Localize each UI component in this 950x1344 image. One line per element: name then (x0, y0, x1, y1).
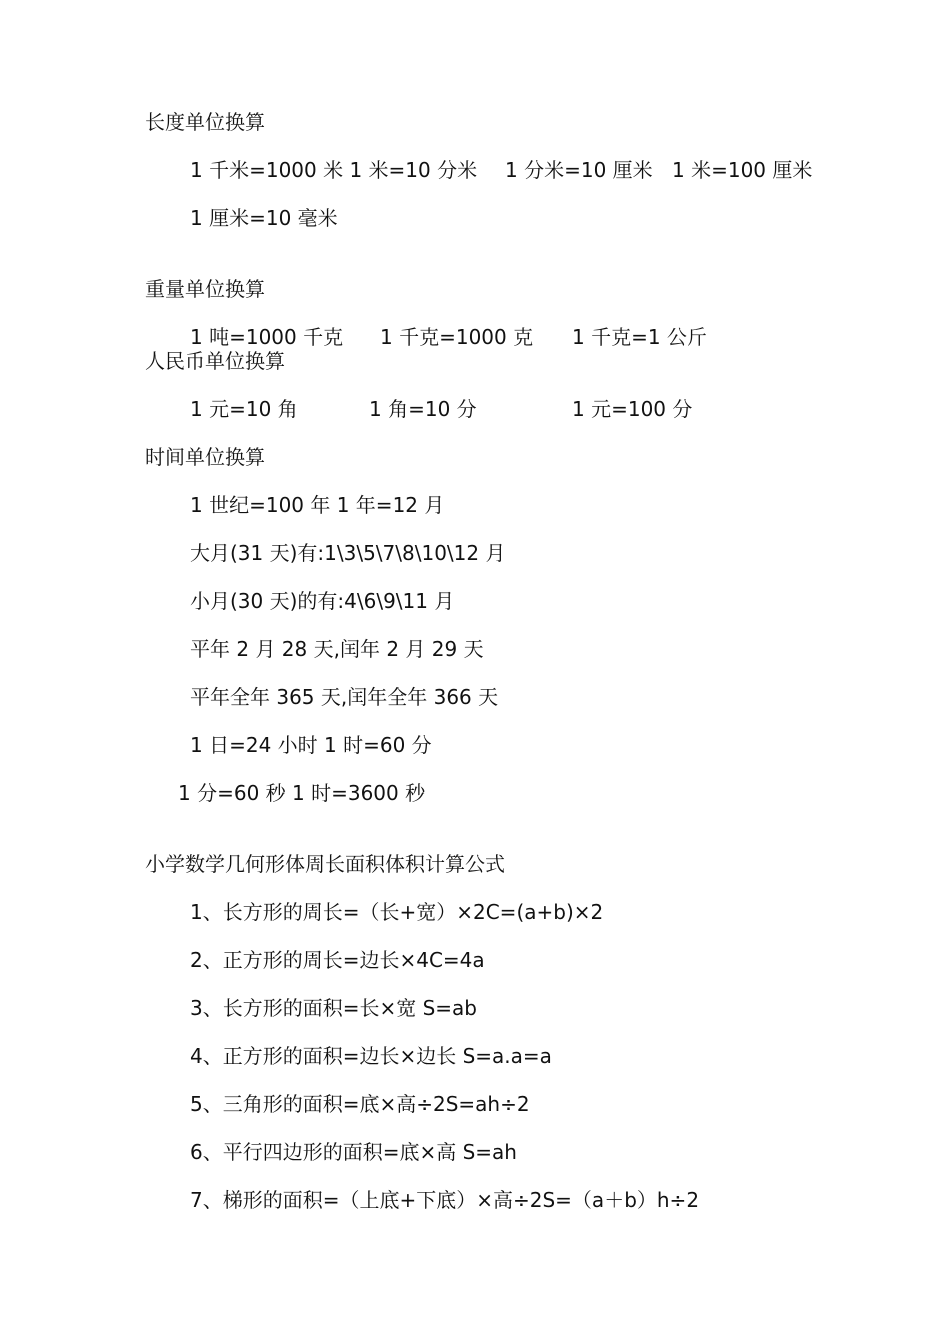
currency-item-3: 1 元=100 分 (572, 397, 693, 421)
section-title-geometry: 小学数学几何形体周长面积体积计算公式 (145, 852, 505, 876)
section-title-currency: 人民币单位换算 (145, 349, 285, 373)
formula-1: 1、长方形的周长=（长+宽）×2C=(a+b)×2 (190, 900, 604, 924)
weight-item-1: 1 吨=1000 千克 (190, 325, 344, 349)
currency-item-1: 1 元=10 角 (190, 397, 298, 421)
time-line-4: 平年 2 月 28 天,闰年 2 月 29 天 (190, 637, 484, 661)
time-line-7: 1 分=60 秒 1 时=3600 秒 (178, 781, 426, 805)
section-title-length: 长度单位换算 (145, 110, 265, 134)
formula-3: 3、长方形的面积=长×宽 S=ab (190, 996, 478, 1020)
length-line-1c: 1 米=100 厘米 (672, 158, 813, 182)
formula-7: 7、梯形的面积=（上底+下底）×高÷2S=（a＋b）h÷2 (190, 1188, 700, 1212)
time-line-3: 小月(30 天)的有:4\6\9\11 月 (190, 589, 455, 613)
formula-2: 2、正方形的周长=边长×4C=4a (190, 948, 485, 972)
time-line-2: 大月(31 天)有:1\3\5\7\8\10\12 月 (190, 541, 506, 565)
section-title-weight: 重量单位换算 (145, 277, 265, 301)
time-line-6: 1 日=24 小时 1 时=60 分 (190, 733, 432, 757)
currency-item-2: 1 角=10 分 (369, 397, 477, 421)
time-line-5: 平年全年 365 天,闰年全年 366 天 (190, 685, 499, 709)
formula-4: 4、正方形的面积=边长×边长 S=a.a=a (190, 1044, 552, 1068)
section-title-time: 时间单位换算 (145, 445, 265, 469)
time-line-1: 1 世纪=100 年 1 年=12 月 (190, 493, 445, 517)
length-line-1b: 1 分米=10 厘米 (505, 158, 653, 182)
length-line-2: 1 厘米=10 毫米 (190, 206, 338, 230)
weight-item-3: 1 千克=1 公斤 (572, 325, 707, 349)
weight-item-2: 1 千克=1000 克 (380, 325, 534, 349)
length-line-1: 1 千米=1000 米 1 米=10 分米 (190, 158, 478, 182)
formula-5: 5、三角形的面积=底×高÷2S=ah÷2 (190, 1092, 530, 1116)
formula-6: 6、平行四边形的面积=底×高 S=ah (190, 1140, 517, 1164)
